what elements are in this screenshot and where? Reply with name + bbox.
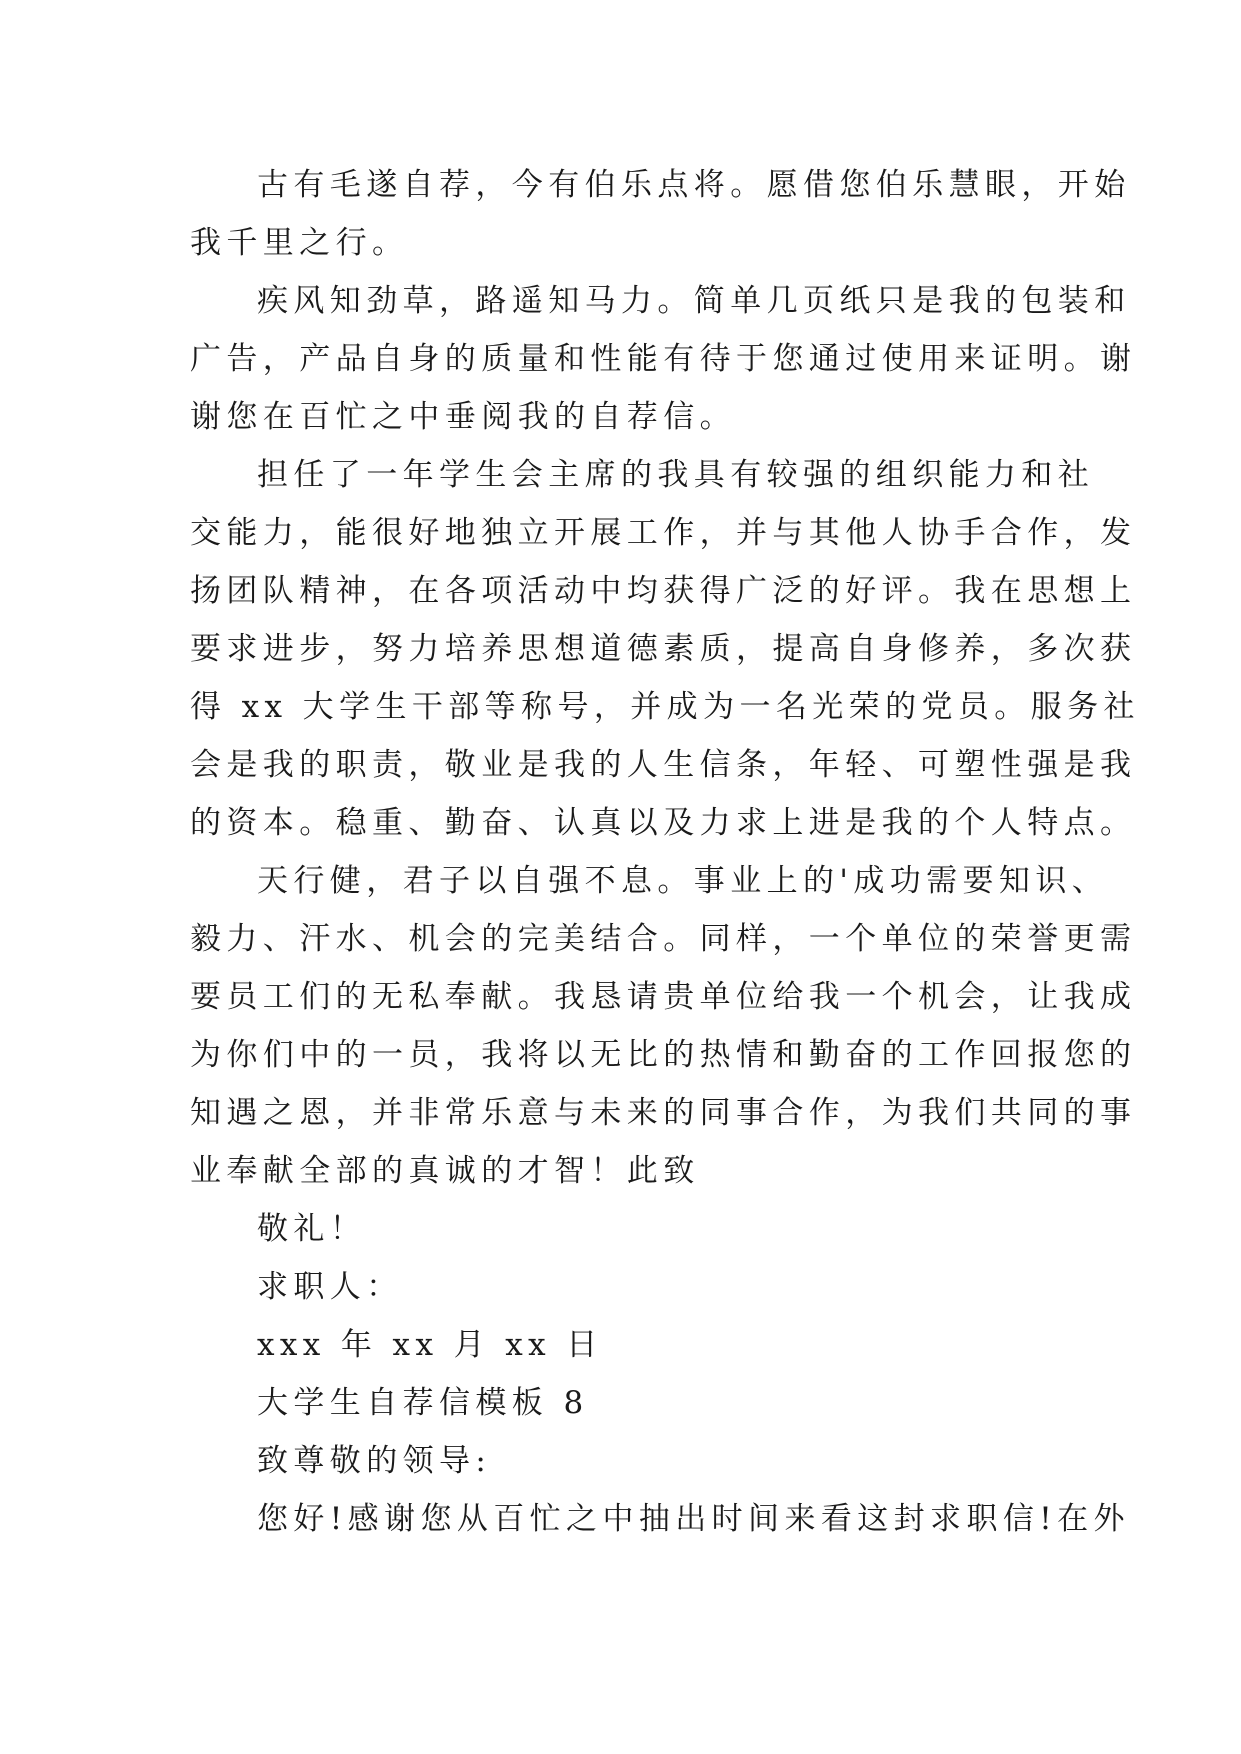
paragraph-3-line-2: 交能力，能很好地独立开展工作，并与其他人协手合作，发 [190, 515, 1137, 551]
closing-salute: 敬礼！ [257, 1211, 367, 1247]
paragraph-4-line-1: 天行健，君子以自强不息。事业上的'成功需要知识、 [257, 863, 1109, 899]
paragraph-4-line-5: 知遇之恩，并非常乐意与未来的同事合作，为我们共同的事 [190, 1095, 1137, 1131]
paragraph-3-line-6: 会是我的职责，敬业是我的人生信条，年轻、可塑性强是我 [190, 747, 1137, 783]
paragraph-4-line-3: 要员工们的无私奉献。我恳请贵单位给我一个机会，让我成 [190, 979, 1137, 1015]
paragraph-4-line-6: 业奉献全部的真诚的才智！此致 [190, 1153, 700, 1189]
paragraph-1-line-1: 古有毛遂自荐，今有伯乐点将。愿借您伯乐慧眼，开始 [257, 167, 1131, 203]
date-line: xxx 年 xx 月 xx 日 [257, 1327, 603, 1363]
paragraph-4-line-2: 毅力、汗水、机会的完美结合。同样，一个单位的荣誉更需 [190, 921, 1137, 957]
applicant-label: 求职人： [257, 1269, 403, 1305]
paragraph-3-line-5: 得 xx 大学生干部等称号，并成为一名光荣的党员。服务社 [190, 689, 1140, 725]
salutation: 致尊敬的领导: [257, 1443, 492, 1479]
paragraph-2-line-1: 疾风知劲草，路遥知马力。简单几页纸只是我的包装和 [257, 283, 1131, 319]
paragraph-3-line-3: 扬团队精神，在各项活动中均获得广泛的好评。我在思想上 [190, 573, 1137, 609]
paragraph-2-line-3: 谢您在百忙之中垂阅我的自荐信。 [190, 399, 736, 435]
paragraph-1-line-2: 我千里之行。 [190, 225, 409, 261]
paragraph-3-line-1: 担任了一年学生会主席的我具有较强的组织能力和社 [257, 457, 1095, 493]
letter-opening-line: 您好!感谢您从百忙之中抽出时间来看这封求职信!在外 [257, 1501, 1130, 1537]
paragraph-4-line-4: 为你们中的一员，我将以无比的热情和勤奋的工作回报您的 [190, 1037, 1137, 1073]
paragraph-2-line-2: 广告，产品自身的质量和性能有待于您通过使用来证明。谢 [190, 341, 1137, 377]
paragraph-3-line-7: 的资本。稳重、勤奋、认真以及力求上进是我的个人特点。 [190, 805, 1137, 841]
paragraph-3-line-4: 要求进步，努力培养思想道德素质，提高自身修养，多次获 [190, 631, 1137, 667]
template-heading: 大学生自荐信模板 8 [257, 1385, 589, 1421]
